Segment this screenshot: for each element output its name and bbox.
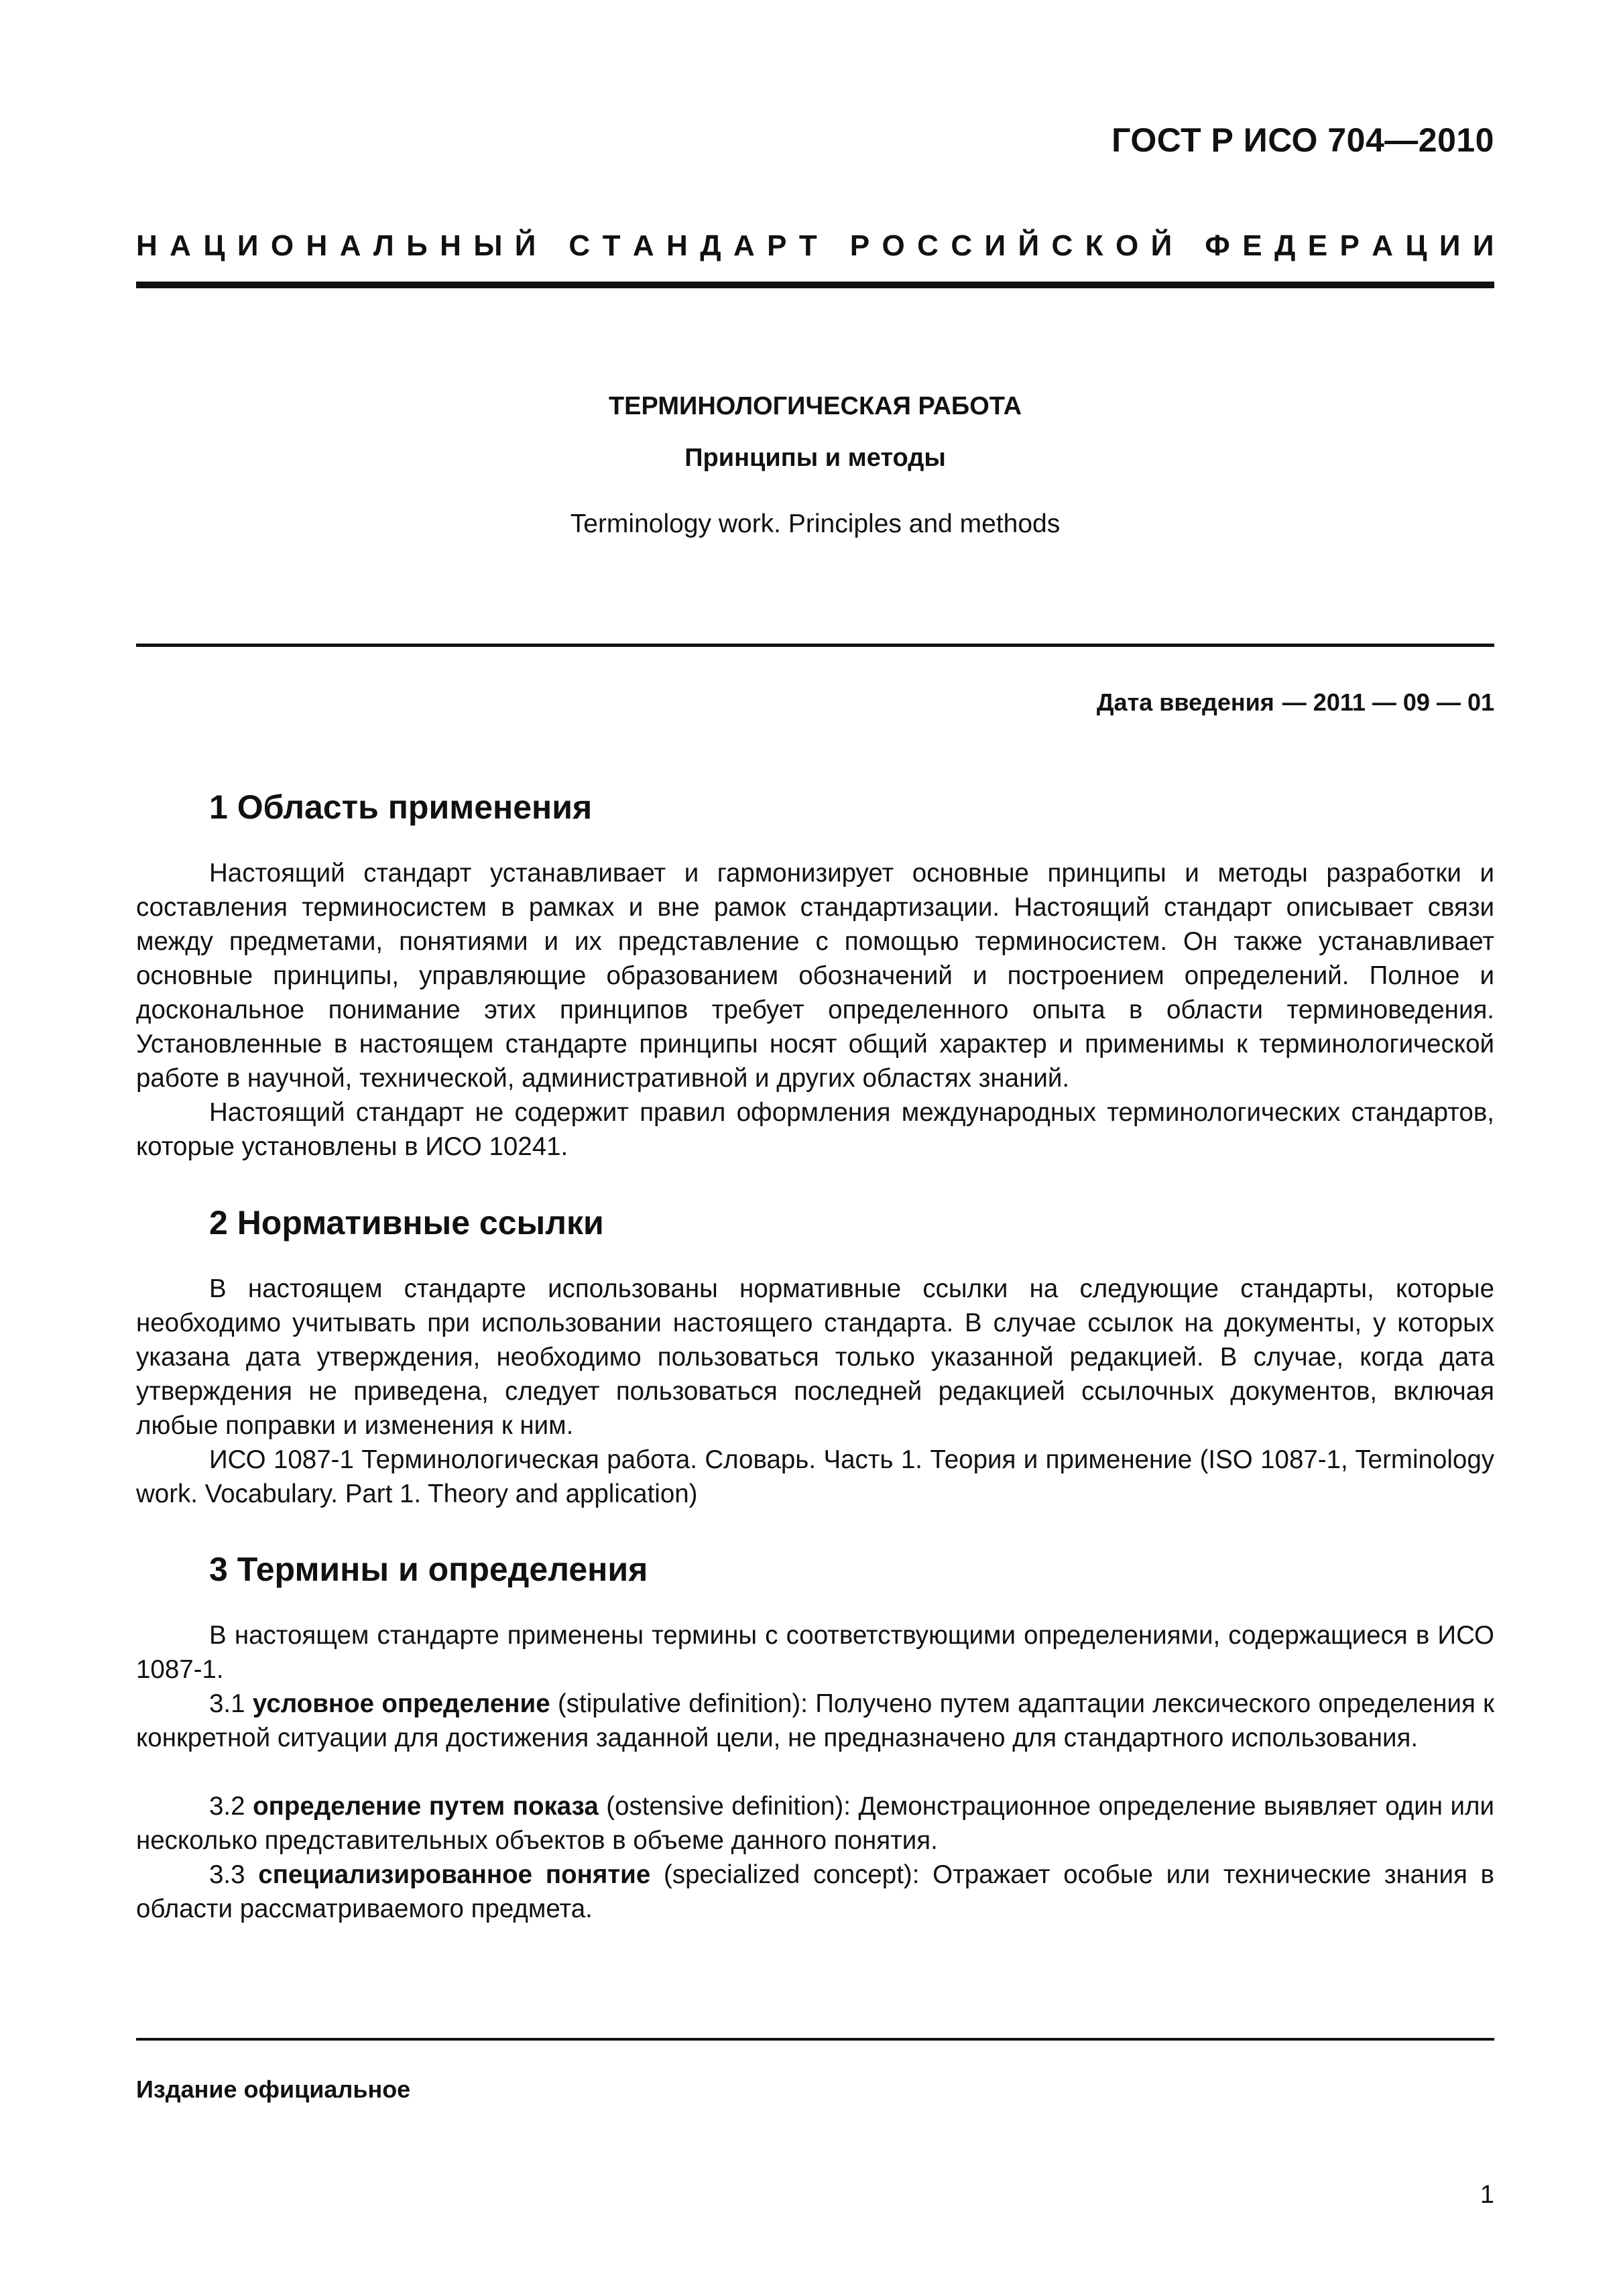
term-name: специализированное понятие xyxy=(258,1860,651,1889)
title-rule xyxy=(136,644,1494,647)
banner-letter: И xyxy=(1472,229,1494,262)
banner-letter: С xyxy=(951,229,973,262)
section-3-paragraph-1 xyxy=(136,1618,1494,1687)
section-2-reference-text: ИСО 1087-1 Терминологическая работа. Словарь. Часть 1. Теория и применение (ISO 1087-1, Terminology work. Vocabulary. Part 1. Theory and application) xyxy=(136,1445,1494,1508)
header-rule xyxy=(136,282,1494,288)
banner-letter: Д xyxy=(700,229,721,262)
term-number: 3.3 xyxy=(209,1860,245,1889)
term-3-2 xyxy=(136,1789,1494,1858)
term-number: 3.2 xyxy=(209,1792,245,1821)
term-name: определение путем показа xyxy=(253,1792,599,1821)
banner-letter: О xyxy=(1115,229,1139,262)
section-1-paragraph-2-text: Настоящий стандарт не содержит правил оформления международных терминологических стандартов, которые установлены в ИСО 10241. xyxy=(136,1098,1494,1161)
banner-letter: Н xyxy=(306,229,328,262)
section-2-paragraph-1 xyxy=(136,1272,1494,1443)
banner-letter: С xyxy=(917,229,939,262)
official-edition-label: Издание официальное xyxy=(136,2075,411,2103)
section-1-heading: 1 Область применения xyxy=(209,788,593,826)
banner-letter: Р xyxy=(767,229,787,262)
banner-letter: Ф xyxy=(1205,229,1230,262)
banner-letter: Н xyxy=(440,229,461,262)
footer-rule xyxy=(136,2038,1494,2041)
term-definition: (ostensive definition): Демонстрационное определение выявляет один или несколько представительных объектов в объеме данного понятия. xyxy=(136,1792,1495,1855)
banner-word-gap xyxy=(548,229,556,263)
national-standard-banner xyxy=(136,229,1494,263)
banner-letter: К xyxy=(1085,229,1103,262)
section-1-paragraph-1 xyxy=(136,856,1494,1095)
banner-letter: О xyxy=(882,229,905,262)
banner-letter: Т xyxy=(798,229,817,262)
section-2-paragraph-1-text: В настоящем стандарте использованы нормативные ссылки на следующие стандарты, которые необходимо учитывать при использовании настоящего стандарта. В случае ссылок на документы, у которых указана дата утверждения, необходимо пользоваться только указанной редакцией. В случае, когда дата утверждения не приведена, следует пользоваться последней редакцией ссылочных документов, включая любые поправки и изменения к ним. xyxy=(136,1274,1494,1440)
term-definition: (specialized concept): Отражает особые или технические знания в области рассматриваемого предмета. xyxy=(136,1860,1494,1923)
introduction-date-value: — 2011 — 09 — 01 xyxy=(1282,688,1494,716)
banner-letter: И xyxy=(984,229,1006,262)
banner-letter: И xyxy=(237,229,259,262)
banner-letter: А xyxy=(1372,229,1393,262)
banner-letter: С xyxy=(1051,229,1073,262)
banner-letter: И xyxy=(1439,229,1461,262)
banner-letter: Ц xyxy=(1405,229,1427,262)
banner-letter: С xyxy=(568,229,591,262)
banner-letter: Р xyxy=(849,229,870,262)
introduction-date xyxy=(1097,688,1494,717)
section-3-heading: 3 Термины и определения xyxy=(209,1551,648,1588)
term-number: 3.1 xyxy=(209,1689,245,1718)
banner-letter: Т xyxy=(602,229,621,262)
section-1-paragraph-1-text: Настоящий стандарт устанавливает и гармонизирует основные принципы и методы разработки и составления терминосистем в рамках и вне рамок стандартизации. Настоящий стандарт описывает связи между предметами, понятиями и их представление с помощью терминосистем. Он также устанавливает основные принципы, управляющие образованием обозначений и построением определений. Полное и доскональное понимание этих принципов требует определенного опыта в области терминоведения. Установленные в настоящем стандарте принципы носят общий характер и применимы к терминологической работе в научной, технической, административной и других областях знаний. xyxy=(136,859,1494,1093)
page-number: 1 xyxy=(1480,2181,1494,2209)
banner-letter: А xyxy=(632,229,654,262)
banner-letter: Ь xyxy=(406,229,428,262)
banner-letter: Й xyxy=(514,229,536,262)
term-3-3 xyxy=(136,1858,1494,1926)
banner-letter: Ы xyxy=(473,229,503,262)
document-subtitle: Принципы и методы xyxy=(684,444,946,472)
banner-letter: Е xyxy=(1307,229,1328,262)
term-definition: (stipulative definition): Получено путем адаптации лексического определения к конкретной ситуации для достижения заданной цели, не предназначено для стандартного использования. xyxy=(136,1689,1494,1752)
banner-letter: А xyxy=(170,229,191,262)
section-3-paragraph-1-text: В настоящем стандарте применены термины с соответствующими определениями, содержащиеся в ИСО 1087-1. xyxy=(136,1621,1494,1684)
document-title: ТЕРМИНОЛОГИЧЕСКАЯ РАБОТА xyxy=(608,392,1022,420)
banner-letter: Й xyxy=(1150,229,1173,262)
banner-letter: А xyxy=(733,229,755,262)
banner-letter: Ц xyxy=(203,229,225,262)
banner-word-gap xyxy=(829,229,837,263)
section-1-paragraph-2 xyxy=(136,1095,1494,1164)
banner-letter: А xyxy=(339,229,361,262)
banner-letter: О xyxy=(270,229,294,262)
document-title-english: Terminology work. Principles and methods xyxy=(570,509,1061,538)
banner-letter: Н xyxy=(666,229,688,262)
section-2-reference xyxy=(136,1443,1494,1511)
banner-letter: Д xyxy=(1274,229,1296,262)
banner-letter: Й xyxy=(1018,229,1040,262)
term-3-1 xyxy=(136,1687,1494,1755)
document-code: ГОСТ Р ИСО 704—2010 xyxy=(1111,121,1494,159)
banner-letter: Е xyxy=(1242,229,1262,262)
banner-letter: Л xyxy=(373,229,394,262)
term-name: условное определение xyxy=(252,1689,550,1718)
banner-letter: Н xyxy=(136,229,158,262)
introduction-date-label: Дата введения xyxy=(1096,688,1274,716)
banner-word-gap xyxy=(1185,229,1193,263)
banner-letter: Р xyxy=(1339,229,1360,262)
section-2-heading: 2 Нормативные ссылки xyxy=(209,1204,604,1242)
